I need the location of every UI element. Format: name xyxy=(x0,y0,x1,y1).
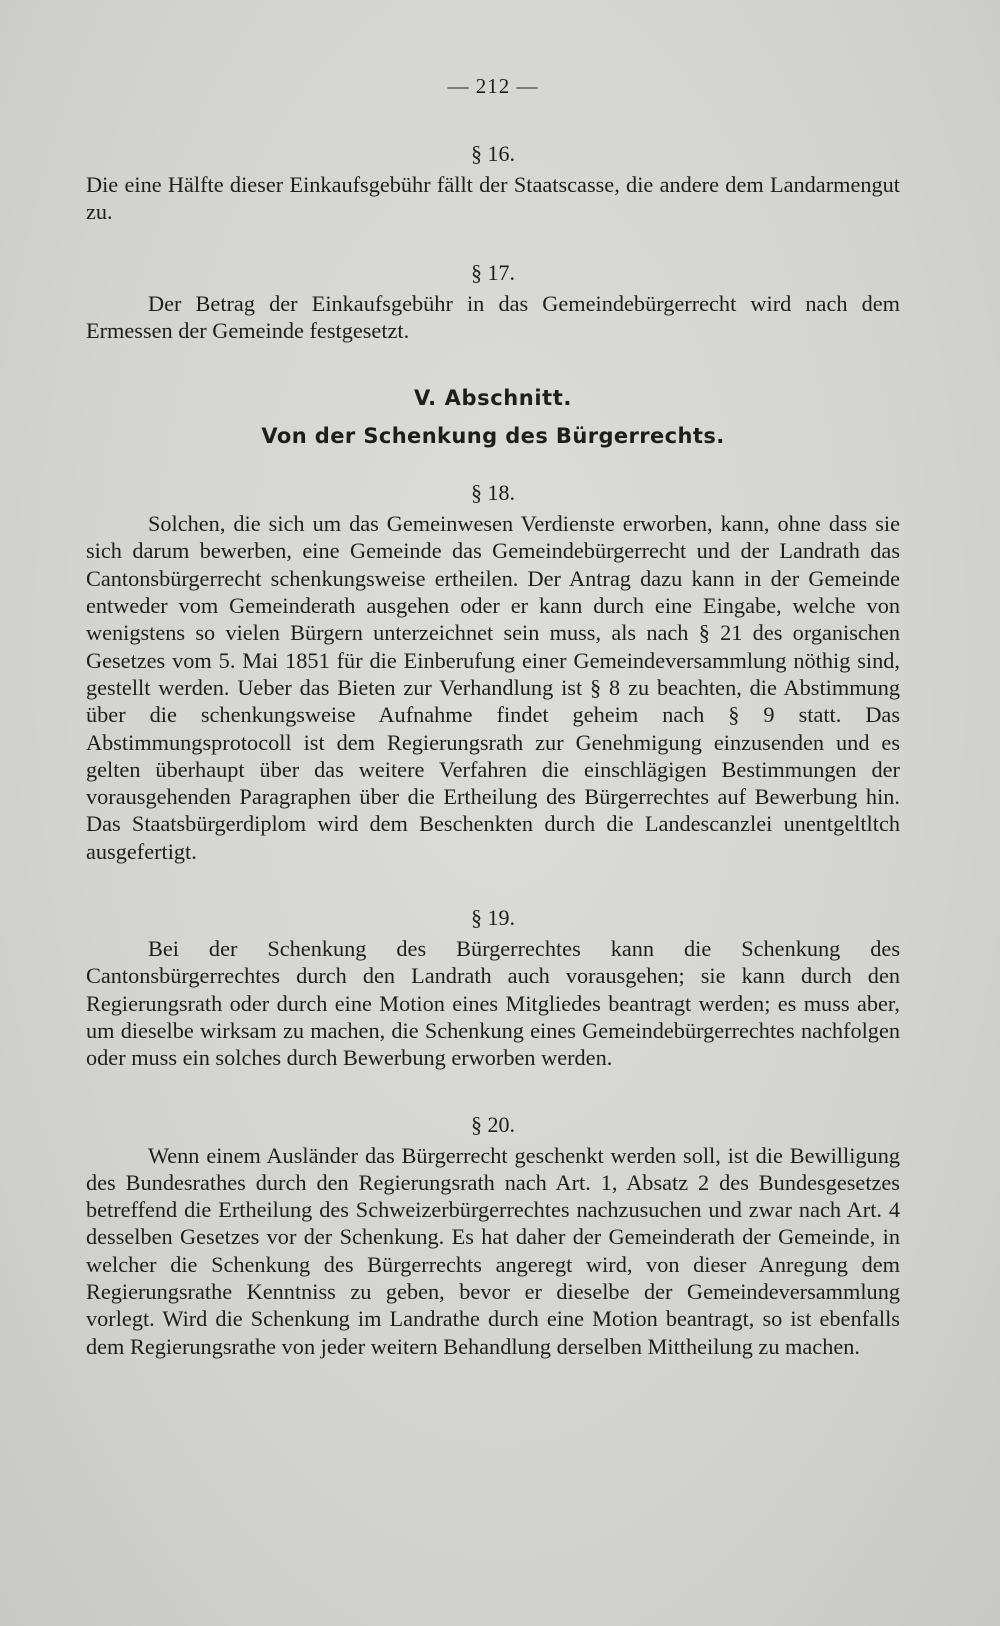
chapter-number: V. Abschnitt. xyxy=(413,386,573,411)
section-heading: § 16. xyxy=(471,141,515,166)
page-number: — 212 — xyxy=(447,74,539,98)
chapter-heading xyxy=(86,384,900,450)
section-text: Bei der Schenkung des Bürgerrechtes kann die Schenkung des Cantonsbürgerrechtes durch den Landrath auch vorausgehen; sie kann durch den Regierungsrath oder durch eine Motion eines Mitgliedes beantragt werden; es muss aber, um dieselbe wirksam zu machen, die Schenkung eines Gemeindebürgerrechtes nachfolgen oder muss ein solches durch Bewerbung erworben werden. xyxy=(86,936,900,1071)
section-17 xyxy=(86,260,900,345)
section-16 xyxy=(86,141,900,226)
section-text: Die eine Hälfte dieser Einkaufsgebühr fällt der Staatscasse, die andere dem Landarmengut zu. xyxy=(86,172,900,225)
section-heading: § 19. xyxy=(471,905,515,931)
section-text: Solchen, die sich um das Gemeinwesen Verdienste erworben, kann, ohne dass sie sich darum bewerben, eine Gemeinde das Gemeindebürgerrecht und der Landrath das Cantonsbürgerrecht schenkungsweise ertheilen. Der Antrag dazu kann in der Gemeinde entweder vom Gemeinderath ausgehen oder er kann durch eine Eingabe, welche von wenigstens so vielen Bürgern unterzeichnet sein muss, als nach § 21 des organischen Gesetzes vom 5. Mai 1851 für die Einberufung einer Gemeindeversammlung nöthig sind, gestellt werden. Ueber das Bieten zur Verhandlung ist § 8 zu beachten, die Abstimmung über die schenkungsweise Aufnahme findet geheim nach § 9 statt. Das Abstimmungsprotocoll ist dem Regierungsrath zur Genehmigung einzusenden und es gelten überhaupt über das weitere Verfahren die einschlägigen Bestimmungen der vorausgehenden Paragraphen über die Ertheilung des Bürgerrechtes auf Bewerbung hin. Das Staatsbürgerdiplom wird dem Beschenkten durch die Landescanzlei unentgeltltch ausgefertigt. xyxy=(86,511,900,864)
section-text: Der Betrag der Einkaufsgebühr in das Gemeindebürgerrecht wird nach dem Ermessen der Gemeinde festgesetzt. xyxy=(86,290,900,343)
section-heading: § 20. xyxy=(471,1111,515,1137)
section-18 xyxy=(86,480,900,865)
section-heading: § 18. xyxy=(471,480,515,506)
section-20 xyxy=(86,1112,900,1360)
section-text: Wenn einem Ausländer das Bürgerrecht geschenkt werden soll, ist die Bewilligung des Bundesrathes durch den Regierungsrath nach Art. 1, Absatz 2 des Bundesgesetzes betreffend die Ertheilung des Schweizerbürgerrechtes nachzusuchen und zwar nach Art. 4 desselben Gesetzes vor der Schenkung. Es hat daher der Gemeinderath der Gemeinde, in welcher die Schenkung des Bürgerrechts angeregt wird, von dieser Anregung dem Regierungsrathe Kenntniss zu geben, bevor er dieselbe der Gemeindeversammlung vorlegt. Wird die Schenkung im Landrathe durch eine Motion beantragt, so ist ebenfalls dem Regierungsrathe von jeder weitern Behandlung derselben Mittheilung zu machen. xyxy=(86,1142,900,1359)
section-heading: § 17. xyxy=(471,259,515,285)
section-19 xyxy=(86,905,900,1071)
chapter-title: Von der Schenkung des Bürgerrechts. xyxy=(261,424,725,449)
